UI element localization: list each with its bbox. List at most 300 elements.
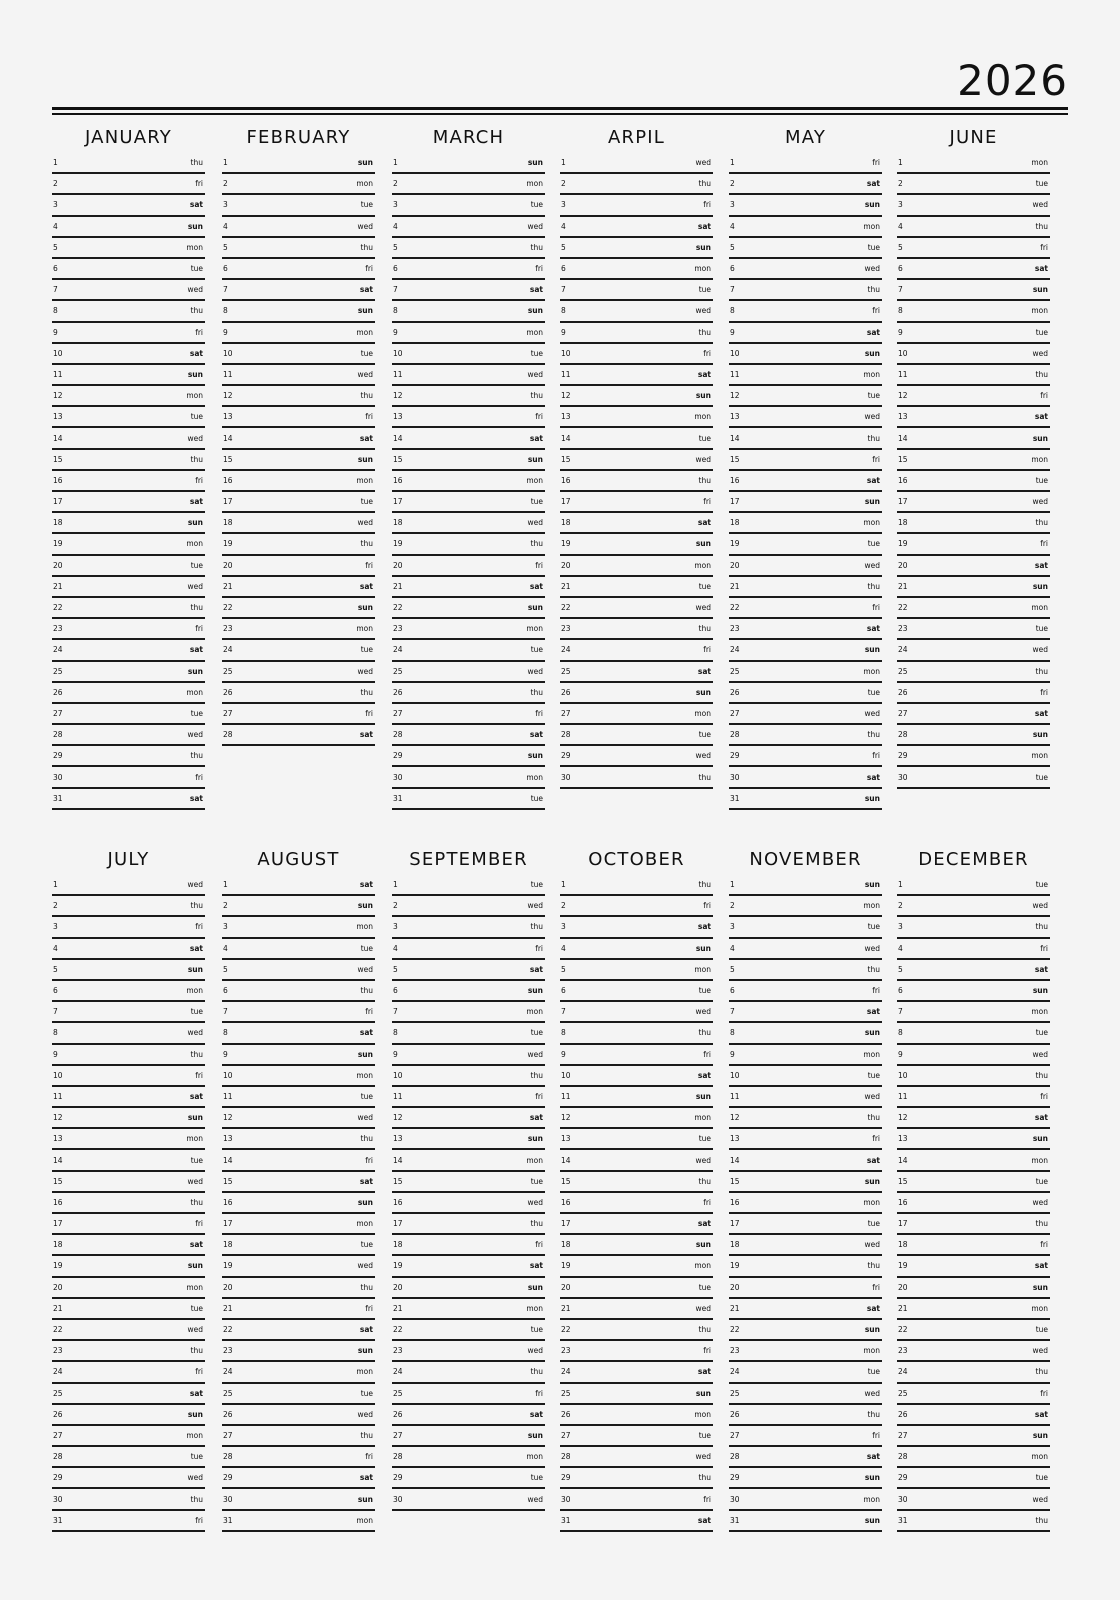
day-number: 29 [53,1473,63,1483]
day-number: 11 [730,369,740,379]
day-number: 26 [898,687,908,697]
month-name: MARCH [432,127,505,148]
day-number: 2 [223,179,228,189]
day-row [897,1384,1050,1405]
day-row [52,344,205,365]
day-number: 20 [561,560,571,570]
day-row [52,1150,205,1171]
day-number: 28 [223,1452,233,1462]
day-row [52,450,205,471]
weekday-label: mon [526,1155,543,1165]
weekday-label: sat [697,518,711,528]
day-row [729,259,882,280]
weekday-label: thu [190,1494,203,1504]
day-row [897,238,1050,259]
day-number: 21 [898,581,908,591]
day-number: 8 [898,1028,903,1038]
day-number: 31 [898,1515,908,1525]
weekday-label: sun [187,1261,203,1271]
day-row [560,450,713,471]
weekday-label: tue [1035,1176,1048,1186]
day-number: 11 [898,369,908,379]
day-row [560,195,713,216]
weekday-label: mon [1031,306,1048,316]
day-row [222,1426,375,1447]
day-number: 21 [53,581,63,591]
day-number: 25 [561,1388,571,1398]
day-row [897,1299,1050,1320]
weekday-label: tue [867,1070,880,1080]
header-rule-thick [52,107,1068,110]
day-row [897,471,1050,492]
day-number: 9 [393,1049,398,1059]
weekday-label: sat [866,1303,880,1313]
day-number: 16 [898,1197,908,1207]
day-row [897,1405,1050,1426]
day-number: 6 [53,264,58,274]
day-row [52,1193,205,1214]
day-row [560,492,713,513]
day-row [897,492,1050,513]
day-number: 1 [561,158,566,168]
day-row [222,1066,375,1087]
day-number: 1 [53,158,58,168]
weekday-label: sat [697,1515,711,1525]
day-number: 31 [393,793,403,803]
day-row [222,1489,375,1510]
day-row [392,1235,545,1256]
day-row [897,577,1050,598]
day-number: 10 [561,348,571,358]
day-number: 18 [53,1240,63,1250]
weekday-label: fri [872,158,880,168]
weekday-label: sat [529,285,543,295]
day-row [560,1489,713,1510]
day-row [222,1256,375,1277]
day-row [897,1087,1050,1108]
day-number: 14 [898,433,908,443]
month-column-february [222,124,375,746]
day-row [392,1405,545,1426]
day-number: 30 [898,1494,908,1504]
weekday-label: sat [697,221,711,231]
day-number: 9 [223,327,228,337]
day-row [52,640,205,661]
weekday-label: mon [186,1430,203,1440]
weekday-label: thu [867,964,880,974]
day-row [52,301,205,322]
weekday-label: sat [1034,964,1048,974]
weekday-label: sat [529,964,543,974]
day-row [729,1087,882,1108]
day-number: 10 [898,1070,908,1080]
day-number: 31 [730,793,740,803]
day-row [52,386,205,407]
day-row [222,450,375,471]
day-number: 24 [561,1367,571,1377]
weekday-label: wed [187,1473,203,1483]
day-row [222,1299,375,1320]
day-number: 8 [393,1028,398,1038]
day-row [560,917,713,938]
day-row [560,1193,713,1214]
day-row [392,1129,545,1150]
day-number: 31 [53,1515,63,1525]
day-number: 28 [898,730,908,740]
day-row [897,1278,1050,1299]
weekday-label: tue [190,1155,203,1165]
weekday-label: sat [529,1113,543,1123]
day-number: 25 [53,1388,63,1398]
day-number: 22 [898,1325,908,1335]
day-row [222,386,375,407]
day-row [897,1023,1050,1044]
day-row [729,1511,882,1532]
weekday-label: tue [530,348,543,358]
day-number: 7 [898,285,903,295]
day-row [729,450,882,471]
day-row [560,725,713,746]
day-row [897,619,1050,640]
day-number: 11 [223,1091,233,1101]
month-name: SEPTEMBER [409,849,528,870]
weekday-label: mon [863,1049,880,1059]
day-number: 17 [393,1219,403,1229]
weekday-label: sun [695,242,711,252]
day-row [897,344,1050,365]
day-number: 10 [393,348,403,358]
month-name: AUGUST [257,849,340,870]
weekday-label: sat [1034,264,1048,274]
day-row [729,428,882,449]
weekday-label: mon [526,475,543,485]
day-row [897,640,1050,661]
weekday-label: sun [187,518,203,528]
day-row [392,174,545,195]
weekday-label: thu [867,433,880,443]
day-row [392,746,545,767]
day-number: 14 [393,1155,403,1165]
weekday-label: mon [186,1282,203,1292]
day-row [560,153,713,174]
day-number: 5 [561,242,566,252]
weekday-label: sun [357,1049,373,1059]
day-list [392,875,545,1511]
day-row [392,917,545,938]
weekday-label: sat [697,666,711,676]
day-row [222,153,375,174]
day-row [392,1045,545,1066]
day-number: 5 [393,964,398,974]
weekday-label: wed [1032,1197,1048,1207]
weekday-label: sun [527,158,543,168]
weekday-label: sun [357,1197,373,1207]
day-number: 25 [393,666,403,676]
day-number: 4 [561,943,566,953]
day-row [222,1023,375,1044]
day-number: 26 [393,1409,403,1419]
weekday-label: thu [190,1197,203,1207]
day-row [52,238,205,259]
weekday-label: thu [698,475,711,485]
day-row [392,1023,545,1044]
day-row [729,1256,882,1277]
day-row [52,1384,205,1405]
day-number: 4 [223,221,228,231]
day-number: 15 [730,454,740,464]
weekday-label: sat [866,1452,880,1462]
day-number: 8 [223,306,228,316]
day-row [52,960,205,981]
day-row [729,683,882,704]
day-row [897,450,1050,471]
day-number: 22 [223,603,233,613]
day-number: 22 [730,1325,740,1335]
day-number: 23 [223,624,233,634]
day-number: 4 [898,943,903,953]
weekday-label: fri [195,922,203,932]
weekday-label: mon [1031,158,1048,168]
day-number: 26 [393,687,403,697]
day-list [392,153,545,810]
day-number: 22 [393,1325,403,1335]
weekday-label: sat [529,1409,543,1419]
weekday-label: sat [1034,560,1048,570]
weekday-label: fri [365,1452,373,1462]
weekday-label: thu [360,986,373,996]
day-row [560,683,713,704]
day-number: 14 [53,1155,63,1165]
day-number: 8 [53,306,58,316]
weekday-label: sun [187,964,203,974]
weekday-label: thu [1035,922,1048,932]
day-number: 22 [730,603,740,613]
day-row [52,1087,205,1108]
day-number: 23 [393,624,403,634]
day-number: 28 [53,730,63,740]
day-row [560,365,713,386]
day-row [560,1299,713,1320]
day-row [52,746,205,767]
day-row [729,1405,882,1426]
day-row [729,875,882,896]
day-row [729,344,882,365]
weekday-label: fri [1040,943,1048,953]
weekday-label: thu [190,901,203,911]
weekday-label: wed [695,603,711,613]
day-row [52,1299,205,1320]
weekday-label: mon [526,1303,543,1313]
day-number: 22 [561,1325,571,1335]
day-number: 17 [730,1219,740,1229]
day-number: 20 [53,560,63,570]
day-number: 25 [223,666,233,676]
day-row [897,960,1050,981]
day-row [729,725,882,746]
day-number: 26 [53,1409,63,1419]
weekday-label: sun [1032,1430,1048,1440]
day-row [52,1278,205,1299]
weekday-label: mon [526,179,543,189]
weekday-label: tue [360,1388,373,1398]
weekday-label: thu [698,1028,711,1038]
weekday-label: sun [695,1240,711,1250]
day-row [392,789,545,810]
day-number: 6 [393,264,398,274]
day-row [897,917,1050,938]
day-number: 13 [730,1134,740,1144]
day-number: 3 [898,922,903,932]
day-number: 15 [898,1176,908,1186]
weekday-label: wed [357,1261,373,1271]
day-number: 8 [53,1028,58,1038]
weekday-label: sun [864,497,880,507]
day-row [897,683,1050,704]
weekday-label: thu [1035,1219,1048,1229]
day-number: 27 [561,1430,571,1440]
weekday-label: fri [365,708,373,718]
day-number: 23 [730,1346,740,1356]
weekday-label: tue [530,645,543,655]
weekday-label: fri [1040,539,1048,549]
day-number: 19 [898,1261,908,1271]
weekday-label: sun [864,1473,880,1483]
day-row [52,174,205,195]
weekday-label: sun [695,1388,711,1398]
day-number: 13 [561,1134,571,1144]
day-number: 23 [53,624,63,634]
weekday-label: mon [863,221,880,231]
day-row [729,556,882,577]
day-number: 6 [730,986,735,996]
weekday-label: mon [356,327,373,337]
day-number: 2 [561,901,566,911]
weekday-label: thu [360,539,373,549]
day-row [729,1235,882,1256]
day-row [392,513,545,534]
day-row [560,1447,713,1468]
day-number: 19 [393,539,403,549]
day-row [729,1193,882,1214]
day-list [222,875,375,1532]
day-number: 18 [730,1240,740,1250]
day-row [729,1172,882,1193]
day-row [729,619,882,640]
weekday-label: fri [195,1515,203,1525]
day-number: 7 [561,1007,566,1017]
day-number: 4 [393,943,398,953]
day-number: 24 [223,1367,233,1377]
weekday-label: mon [186,1134,203,1144]
weekday-label: wed [864,708,880,718]
day-number: 11 [223,369,233,379]
day-number: 16 [53,475,63,485]
weekday-label: thu [530,1219,543,1229]
day-number: 24 [393,645,403,655]
weekday-label: thu [360,1282,373,1292]
weekday-label: thu [190,306,203,316]
day-number: 1 [730,158,735,168]
day-list [897,875,1050,1532]
day-number: 13 [393,1134,403,1144]
day-number: 7 [53,1007,58,1017]
weekday-label: thu [698,1473,711,1483]
day-row [52,896,205,917]
weekday-label: tue [698,433,711,443]
weekday-label: tue [698,1430,711,1440]
day-number: 18 [561,518,571,528]
day-row [222,280,375,301]
weekday-label: thu [190,1049,203,1059]
day-row [222,534,375,555]
day-number: 23 [898,624,908,634]
weekday-label: wed [864,560,880,570]
weekday-label: sun [357,306,373,316]
day-row [560,981,713,1002]
weekday-label: wed [527,369,543,379]
day-number: 17 [393,497,403,507]
day-number: 19 [730,1261,740,1271]
weekday-label: sun [864,1176,880,1186]
day-row [392,238,545,259]
weekday-label: sun [357,1494,373,1504]
day-number: 2 [393,901,398,911]
day-row [897,1108,1050,1129]
day-number: 29 [561,1473,571,1483]
day-number: 24 [53,645,63,655]
month-name: FEBRUARY [246,127,351,148]
day-number: 7 [730,1007,735,1017]
day-row [560,1129,713,1150]
day-row [52,767,205,788]
day-row [560,577,713,598]
day-number: 7 [53,285,58,295]
day-number: 16 [561,475,571,485]
weekday-label: wed [1032,645,1048,655]
day-number: 16 [53,1197,63,1207]
weekday-label: fri [365,1155,373,1165]
day-row [222,1511,375,1532]
month-column-november [729,846,882,1532]
day-number: 17 [730,497,740,507]
day-number: 27 [53,1430,63,1440]
weekday-label: tue [190,1452,203,1462]
weekday-label: tue [867,539,880,549]
day-list [52,153,205,810]
month-column-december [897,846,1050,1532]
day-number: 18 [898,1240,908,1250]
day-row [392,662,545,683]
day-number: 30 [393,1494,403,1504]
day-row [897,513,1050,534]
weekday-label: mon [694,1113,711,1123]
day-row [52,492,205,513]
weekday-label: tue [530,497,543,507]
day-number: 30 [393,772,403,782]
day-row [392,1278,545,1299]
day-row [52,1214,205,1235]
day-number: 25 [730,1388,740,1398]
weekday-label: fri [365,560,373,570]
day-row [560,1023,713,1044]
day-number: 10 [53,1070,63,1080]
day-number: 2 [730,179,735,189]
weekday-label: fri [703,1346,711,1356]
weekday-label: fri [872,751,880,761]
day-row [52,1341,205,1362]
weekday-label: wed [527,518,543,528]
day-row [392,1256,545,1277]
